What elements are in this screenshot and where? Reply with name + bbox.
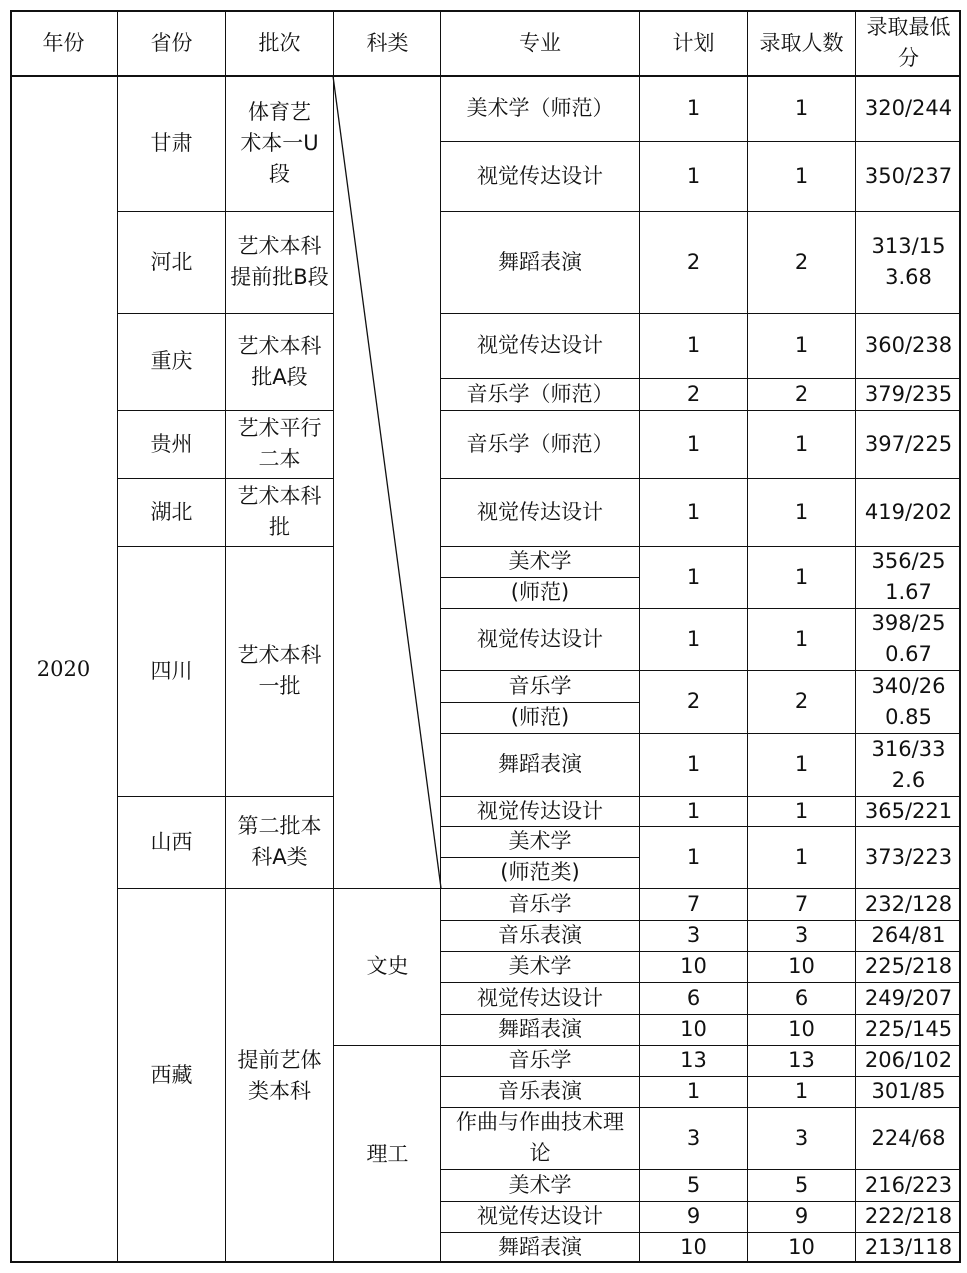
plan-cell: 1 bbox=[686, 96, 701, 120]
major-cell: 视觉传达设计 bbox=[477, 499, 603, 524]
plan-cell: 1 bbox=[686, 431, 701, 456]
plan-cell: 1 bbox=[686, 564, 701, 589]
admitted-cell: 2 bbox=[794, 689, 809, 713]
admitted-cell: 1 bbox=[794, 564, 809, 589]
batch-sichuan: 艺术本科一批 bbox=[237, 643, 322, 698]
major-cell: 美术学 bbox=[508, 954, 572, 978]
province-sichuan: 四川 bbox=[150, 658, 193, 683]
min-score-cell: 419/202 bbox=[864, 499, 953, 524]
major-cell: 音乐表演 bbox=[498, 923, 582, 947]
min-score-cell: 379/235 bbox=[864, 381, 953, 406]
province-shanxi: 山西 bbox=[150, 829, 193, 854]
min-score-cell: 350/237 bbox=[864, 163, 953, 188]
admitted-cell: 3 bbox=[794, 1125, 809, 1150]
plan-cell: 10 bbox=[680, 1235, 707, 1259]
min-score-cell: 356/251.67 bbox=[871, 549, 946, 604]
admitted-cell: 10 bbox=[788, 954, 815, 978]
major-cell: 视觉传达设计 bbox=[477, 1204, 603, 1228]
header-category: 科类 bbox=[366, 30, 409, 55]
min-score-cell: 365/221 bbox=[864, 798, 953, 823]
admitted-cell: 1 bbox=[794, 752, 809, 776]
plan-cell: 5 bbox=[686, 1172, 701, 1197]
major-cell: 音乐学（师范） bbox=[466, 381, 614, 406]
admitted-cell: 1 bbox=[794, 163, 809, 188]
plan-cell: 2 bbox=[686, 249, 701, 274]
min-score-cell: 213/118 bbox=[864, 1235, 953, 1259]
admitted-cell: 9 bbox=[794, 1204, 809, 1228]
min-score-cell: 206/102 bbox=[864, 1048, 953, 1072]
plan-cell: 1 bbox=[686, 752, 701, 776]
plan-cell: 2 bbox=[686, 689, 701, 713]
major-cell: 舞蹈表演 bbox=[498, 1235, 582, 1259]
admitted-cell: 2 bbox=[794, 381, 809, 406]
category-ligong: 理工 bbox=[366, 1141, 409, 1166]
major-cell: (师范类) bbox=[500, 860, 580, 884]
major-cell: 舞蹈表演 bbox=[498, 752, 582, 776]
major-cell: (师范) bbox=[510, 705, 570, 729]
min-score-cell: 249/207 bbox=[864, 985, 953, 1010]
category-wenshi: 文史 bbox=[366, 954, 409, 978]
plan-cell: 13 bbox=[680, 1048, 707, 1072]
batch-hubei: 艺术本科批 bbox=[237, 484, 322, 539]
admitted-cell: 6 bbox=[794, 985, 809, 1010]
plan-cell: 2 bbox=[686, 381, 701, 406]
major-cell: 视觉传达设计 bbox=[477, 626, 603, 651]
batch-shanxi: 第二批本科A类 bbox=[237, 814, 322, 869]
major-cell: 美术学 bbox=[508, 829, 572, 853]
batch-hebei: 艺术本科提前批B段 bbox=[230, 234, 329, 289]
admitted-cell: 10 bbox=[788, 1017, 815, 1041]
plan-cell: 1 bbox=[686, 844, 701, 869]
province-xizang: 西藏 bbox=[150, 1063, 193, 1087]
plan-cell: 10 bbox=[680, 1017, 707, 1041]
admitted-cell: 1 bbox=[794, 626, 809, 651]
header-province: 省份 bbox=[150, 30, 193, 55]
plan-cell: 1 bbox=[686, 163, 701, 188]
min-score-cell: 373/223 bbox=[864, 844, 953, 869]
batch-chongqing: 艺术本科批A段 bbox=[237, 333, 322, 389]
plan-cell: 1 bbox=[686, 1079, 701, 1103]
plan-cell: 9 bbox=[686, 1204, 701, 1228]
major-cell: 美术学 bbox=[508, 1172, 572, 1197]
major-cell: 视觉传达设计 bbox=[477, 985, 603, 1010]
plan-cell: 1 bbox=[686, 333, 701, 357]
major-cell: 舞蹈表演 bbox=[498, 249, 582, 274]
year-cell: 2020 bbox=[36, 657, 91, 681]
header-admitted: 录取人数 bbox=[759, 30, 844, 55]
admitted-cell: 5 bbox=[794, 1172, 809, 1197]
min-score-cell: 313/153.68 bbox=[871, 234, 946, 289]
province-hubei: 湖北 bbox=[150, 499, 193, 524]
plan-cell: 3 bbox=[686, 1125, 701, 1150]
min-score-cell: 360/238 bbox=[864, 333, 953, 357]
header-major: 专业 bbox=[519, 30, 561, 55]
min-score-cell: 232/128 bbox=[864, 891, 953, 916]
min-score-cell: 225/145 bbox=[864, 1017, 953, 1041]
province-guizhou: 贵州 bbox=[150, 431, 193, 456]
major-cell: 音乐学 bbox=[508, 1048, 572, 1072]
major-cell: 音乐表演 bbox=[498, 1079, 582, 1103]
plan-cell: 10 bbox=[680, 954, 707, 978]
province-gansu: 甘肃 bbox=[150, 131, 193, 155]
min-score-cell: 264/81 bbox=[871, 923, 946, 947]
min-score-cell: 224/68 bbox=[871, 1125, 946, 1150]
province-hebei: 河北 bbox=[150, 249, 193, 274]
min-score-cell: 316/332.6 bbox=[871, 736, 946, 792]
major-cell: 音乐学 bbox=[508, 673, 572, 698]
admitted-cell: 1 bbox=[794, 333, 809, 357]
min-score-cell: 301/85 bbox=[871, 1079, 946, 1103]
batch-gansu: 体育艺术本一U段 bbox=[240, 100, 319, 186]
min-score-cell: 398/250.67 bbox=[871, 611, 946, 666]
admitted-cell: 1 bbox=[794, 431, 809, 456]
min-score-cell: 222/218 bbox=[864, 1204, 953, 1228]
major-cell: 美术学 bbox=[508, 549, 572, 573]
header-year: 年份 bbox=[42, 30, 85, 55]
major-cell: 视觉传达设计 bbox=[477, 798, 603, 823]
admitted-cell: 1 bbox=[794, 844, 809, 869]
header-batch: 批次 bbox=[258, 30, 301, 55]
batch-xizang: 提前艺体类本科 bbox=[237, 1047, 322, 1103]
admitted-cell: 13 bbox=[788, 1048, 815, 1072]
major-cell: (师范) bbox=[510, 580, 570, 604]
admitted-cell: 1 bbox=[794, 499, 809, 524]
plan-cell: 6 bbox=[686, 985, 701, 1010]
admitted-cell: 3 bbox=[794, 923, 809, 947]
min-score-cell: 216/223 bbox=[864, 1172, 953, 1197]
plan-cell: 1 bbox=[686, 798, 701, 823]
admitted-cell: 1 bbox=[794, 96, 809, 120]
major-cell: 舞蹈表演 bbox=[498, 1017, 582, 1041]
admitted-cell: 1 bbox=[794, 798, 809, 823]
min-score-cell: 397/225 bbox=[864, 431, 953, 456]
admitted-cell: 2 bbox=[794, 249, 809, 274]
major-cell: 音乐学（师范） bbox=[466, 431, 614, 456]
province-chongqing: 重庆 bbox=[150, 349, 193, 373]
batch-guizhou: 艺术平行二本 bbox=[237, 416, 322, 471]
min-score-cell: 320/244 bbox=[864, 96, 953, 120]
min-score-cell: 340/260.85 bbox=[871, 673, 946, 729]
plan-cell: 3 bbox=[686, 923, 701, 947]
plan-cell: 7 bbox=[686, 891, 701, 916]
major-cell: 视觉传达设计 bbox=[477, 333, 603, 357]
min-score-cell: 225/218 bbox=[864, 954, 953, 978]
header-plan: 计划 bbox=[672, 30, 715, 55]
plan-cell: 1 bbox=[686, 499, 701, 524]
admitted-cell: 10 bbox=[788, 1235, 815, 1259]
plan-cell: 1 bbox=[686, 626, 701, 651]
major-cell: 美术学（师范） bbox=[466, 96, 614, 120]
admitted-cell: 1 bbox=[794, 1079, 809, 1103]
major-cell: 视觉传达设计 bbox=[477, 163, 603, 188]
major-cell: 作曲与作曲技术理论 bbox=[456, 1110, 624, 1165]
major-cell: 音乐学 bbox=[508, 891, 572, 916]
header-min-score: 录取最低分 bbox=[866, 15, 951, 70]
admitted-cell: 7 bbox=[794, 891, 809, 916]
